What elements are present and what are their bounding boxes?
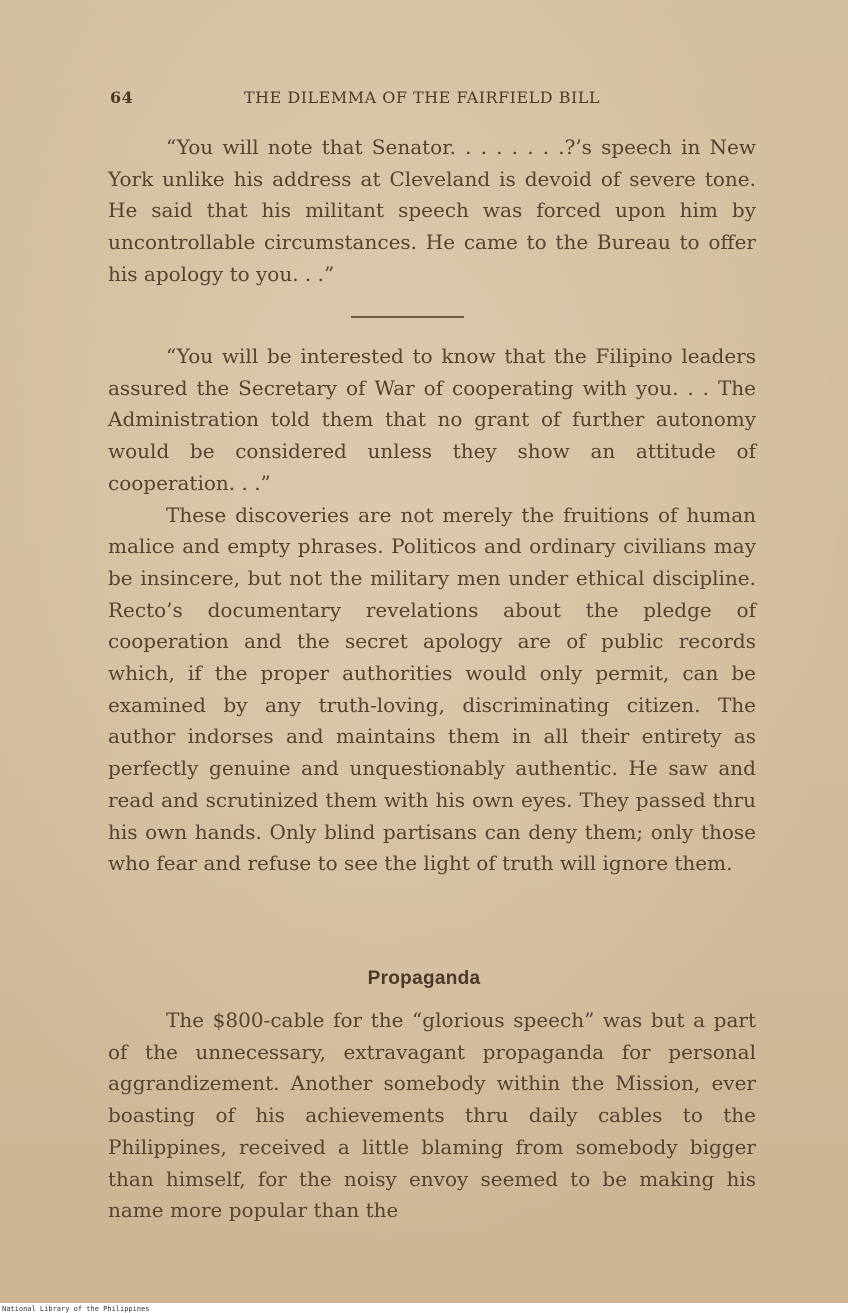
paragraph: These discoveries are not merely the fruitions of human malice and empty phrases. Politicos and ordinary civilians may be insincere, but not the military men under ethical discipline. Recto’s documentary revelations about the pledge of cooperation and the secret apology are of public records which, if the proper authorities would only permit, can be examined by any truth-loving, discriminating citizen. The author indorses and maintains them in all their entirety as perfectly genuine and unquestionably authentic. He saw and read and scrutinized them with his own eyes. They passed thru his own hands. Only blind partisans can deny them; only those who fear and refuse to see the light of truth will ignore them. [108,502,756,876]
paragraph: “You will be interested to know that the Filipino leaders assured the Secretary of War of cooperating with you. . . The Administration told them that no grant of further autonomy would be considered unless they show an attitude of cooperation. . .” [108,344,756,495]
body-text-block [108,341,756,880]
propaganda-text-block [108,1005,756,1227]
running-head: THE DILEMMA OF THE FAIRFIELD BILL [244,88,601,107]
page-header [110,88,750,112]
section-heading: Propaganda [367,968,481,989]
page-number: 64 [110,88,134,107]
section-divider [351,316,464,318]
quote-senator-speech [108,132,756,291]
paragraph: “You will note that Senator. . . . . . . .?’s speech in New York unlike his address at Cleveland is devoid of severe tone. He said that his militant speech was forced upon him by uncontrollable circumstances. He came to the Bureau to offer his apology to you. . .” [108,135,756,286]
paragraph: The $800-cable for the “glorious speech” was but a part of the unnecessary, extravagant propaganda for personal aggrandizement. Another somebody within the Mission, ever boasting of his achievements thru daily cables to the Philippines, received a little blaming from somebody bigger than himself, for the noisy envoy seemed to be making his name more popular than the [108,1008,756,1223]
library-credit: National Library of the Philippines [2,1305,150,1313]
